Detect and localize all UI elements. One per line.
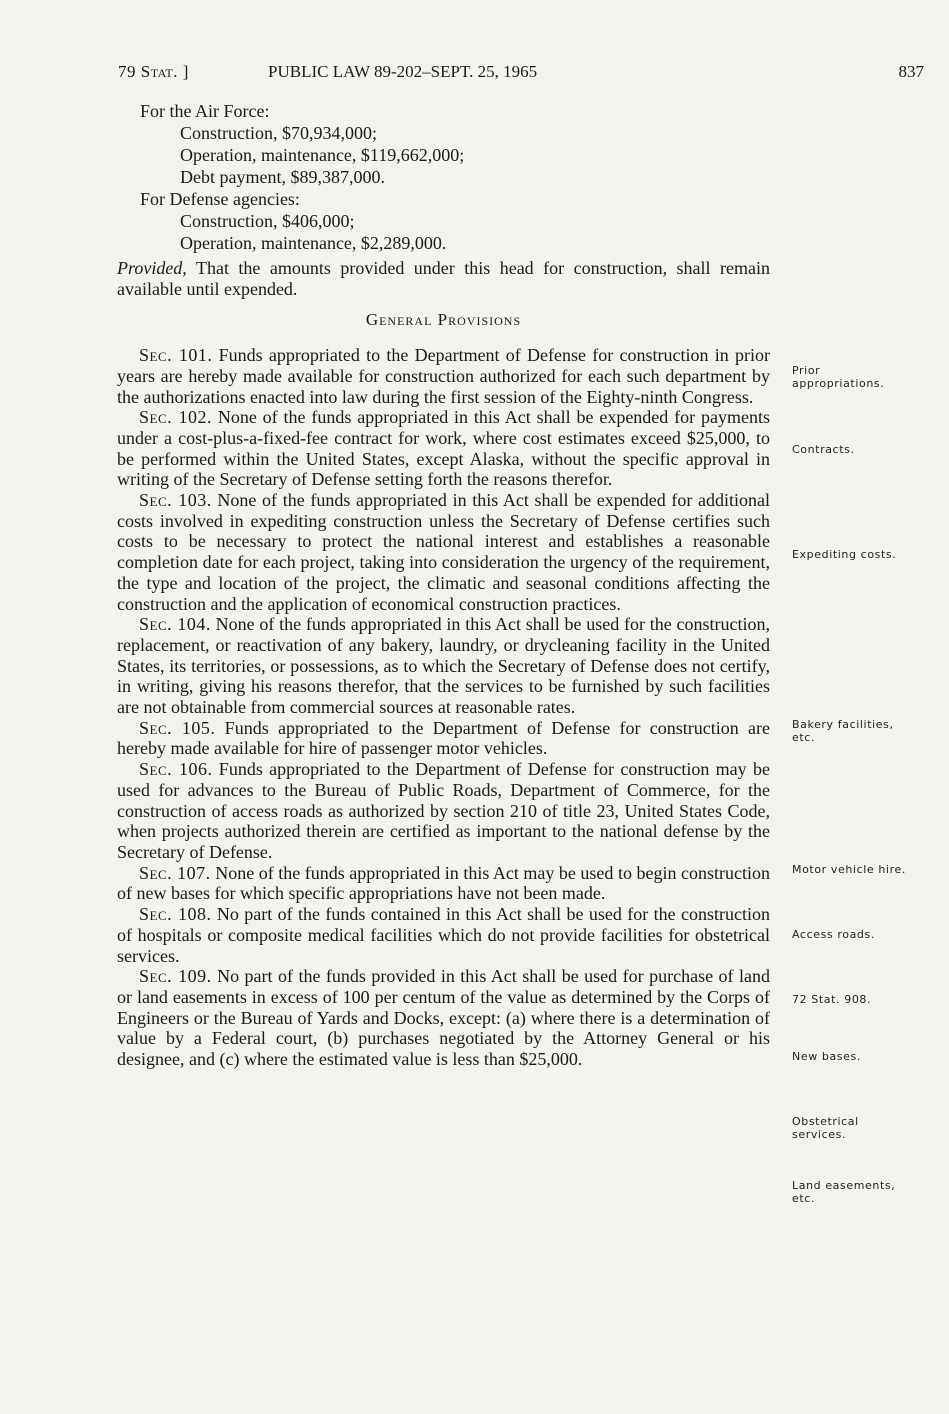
section-label: Sec. 109. [139, 966, 212, 987]
appropriation-line: For Defense agencies: [140, 189, 300, 209]
section-104 [117, 614, 770, 718]
section-label: Sec. 106. [139, 759, 213, 780]
margin-note-contracts: Contracts. [792, 443, 855, 456]
appropriation-line: Operation, maintenance, $2,289,000. [180, 233, 447, 253]
section-107 [117, 863, 770, 904]
section-label: Sec. 104. [139, 614, 211, 635]
section-label: Sec. 102. [139, 407, 212, 428]
section-label: Sec. 105. [139, 717, 216, 738]
section-101 [117, 345, 770, 407]
margin-note-bakery-facilities: Bakery facilities, etc. [792, 718, 894, 744]
section-label: Sec. 108. [139, 904, 212, 925]
document-body [117, 258, 770, 1070]
section-102 [117, 407, 770, 490]
section-text: None of the funds appropriated in this Act may be used to begin construction of new bases for which specific appropriations have not been made. [117, 862, 770, 904]
appropriation-line: Operation, maintenance, $119,662,000; [180, 145, 465, 165]
section-109 [117, 966, 770, 1070]
section-text: None of the funds appropriated in this Act shall be expended for additional costs involved in expediting construction unless the Secretary of Defense certifies such costs to be necessary to protect the national interest and establishes a reasonable completion date for each project, taking into consideration the urgency of the requirement, the type and location of the project, the climatic and seasonal conditions affecting the construction and the application of economical construction practices. [117, 490, 771, 614]
margin-note-expediting-costs: Expediting costs. [792, 548, 897, 561]
appropriation-line: For the Air Force: [140, 101, 270, 121]
section-text: Funds appropriated to the Department of Defense for construction may be used for advances to the Bureau of Public Roads, Department of Commerce, for the construction of access roads as authorized by section 210 of title 23, United States Code, when projects authorized therein are certified as important to the national defense by the Secretary of Defense. [117, 759, 771, 862]
section-label: Sec. 101. [139, 345, 213, 366]
margin-note-prior-appropriations: Prior appropriations. [792, 364, 885, 390]
appropriations-list [140, 100, 464, 254]
margin-note-new-bases: New bases. [792, 1050, 861, 1063]
appropriation-line: Construction, $406,000; [180, 211, 355, 231]
section-label: Sec. 107. [139, 862, 211, 883]
running-header [118, 62, 924, 86]
section-text: Funds appropriated to the Department of Defense for construction in prior years are hereby made available for construction authorized for each such department by the authorizations enacted into law during the first session of the Eighty-ninth Congress. [117, 345, 770, 407]
section-text: Funds appropriated to the Department of Defense for construction are hereby made available for hire of passenger motor vehicles. [117, 717, 770, 759]
appropriation-line: Construction, $70,934,000; [180, 123, 377, 143]
page-number: 837 [898, 62, 924, 81]
section-label: Sec. 103. [139, 490, 212, 511]
section-text: No part of the funds provided in this Act shall be used for purchase of land or land easements in excess of 100 per centum of the value as determined by the Corps of Engineers or the Bureau of Yards and Docks, except: (a) where there is a determination of value by a Federal court, (b) purchases negotiated by the Attorney General or his designee, and (c) where the estimated value is less than $25,000. [117, 966, 770, 1070]
section-heading: General Provisions [365, 310, 522, 330]
margin-note-obstetrical-services: Obstetrical services. [792, 1115, 859, 1141]
margin-note-land-easements: Land easements, etc. [792, 1179, 896, 1205]
margin-note-access-roads: Access roads. [792, 928, 875, 941]
section-text: No part of the funds contained in this Act shall be used for the construction of hospitals or composite medical facilities which do not provide facilities for obstetrical services. [117, 904, 770, 966]
margin-note-statute-citation: 72 Stat. 908. [792, 993, 872, 1006]
section-text: None of the funds appropriated in this Act shall be expended for payments under a cost-plus-a-fixed-fee contract for work, where cost estimates exceed $25,000, to be performed within the United States, except Alaska, without the specific approval in writing of the Secretary of Defense setting forth the reasons therefor. [117, 407, 770, 490]
law-title: PUBLIC LAW 89-202–SEPT. 25, 1965 [268, 62, 538, 81]
margin-note-motor-vehicle: Motor vehicle hire. [792, 863, 906, 876]
proviso-lead: Provided, [117, 258, 187, 278]
section-105 [117, 718, 770, 759]
appropriation-line: Debt payment, $89,387,000. [180, 167, 385, 187]
section-106 [117, 759, 770, 863]
section-108 [117, 904, 770, 966]
proviso-text: That the amounts provided under this head for construction, shall remain available until expended. [117, 258, 770, 299]
statute-reference: 79 Stat. ] [118, 62, 189, 81]
proviso-paragraph [117, 258, 770, 299]
section-103 [117, 490, 770, 614]
section-text: None of the funds appropriated in this Act shall be used for the construction, replacement, or reactivation of any bakery, laundry, or drycleaning facility in the United States, its territories, or possessions, as to which the Secretary of Defense does not certify, in writing, giving his reasons therefor, that the services to be furnished by such facilities are not obtainable from commercial sources at reasonable rates. [117, 614, 770, 718]
